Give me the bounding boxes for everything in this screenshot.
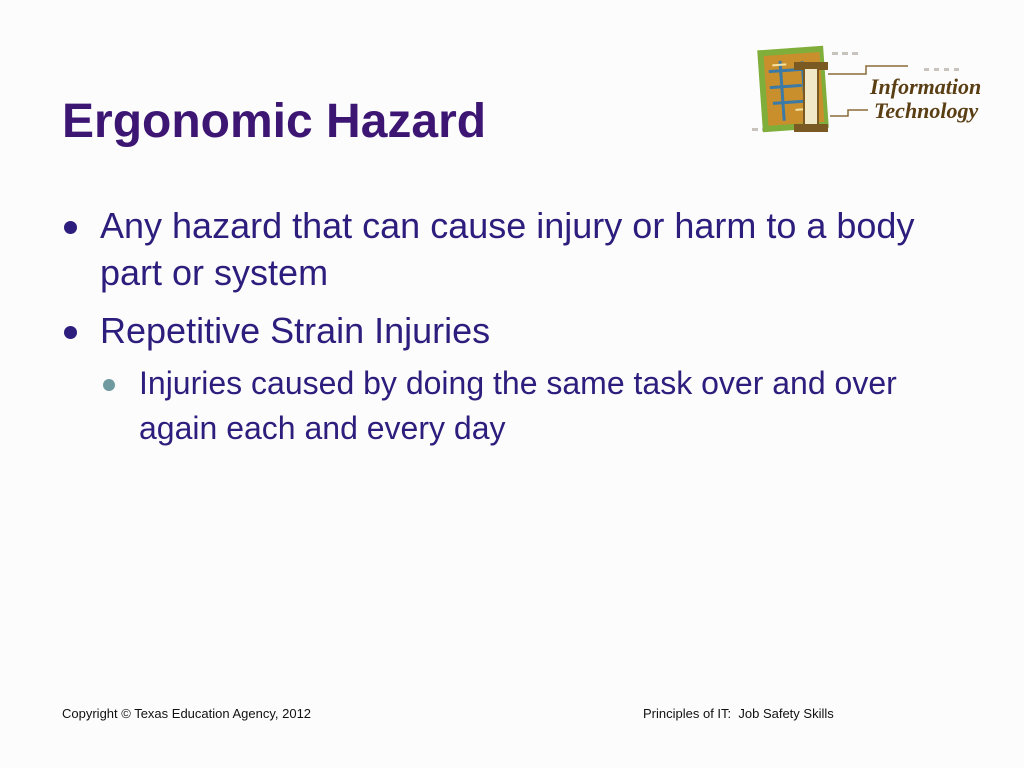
- footer-copyright: Copyright © Texas Education Agency, 2012: [62, 706, 312, 721]
- bullet-text: Any hazard that can cause injury or harm to a body part or system: [100, 205, 915, 293]
- logo-text-information: Information: [870, 74, 982, 99]
- bullet-item: [62, 202, 982, 296]
- sub-bullet-item: [62, 361, 982, 451]
- bullet-dot-icon: [64, 221, 77, 234]
- bullet-item: [62, 307, 982, 354]
- sub-bullet-dot-icon: [103, 379, 115, 391]
- logo-text-technology: Technology: [874, 98, 979, 123]
- it-logo-graphic: [748, 40, 982, 144]
- bullet-text: Repetitive Strain Injuries: [100, 310, 491, 351]
- footer-course-title: Principles of IT: Job Safety Skills: [643, 706, 834, 721]
- slide-title: Ergonomic Hazard: [62, 95, 487, 148]
- bullet-dot-icon: [64, 326, 77, 339]
- information-technology-logo: [748, 40, 982, 144]
- bullet-list: [62, 202, 982, 451]
- sub-bullet-text: Injuries caused by doing the same task over and over again each and every day: [139, 365, 897, 446]
